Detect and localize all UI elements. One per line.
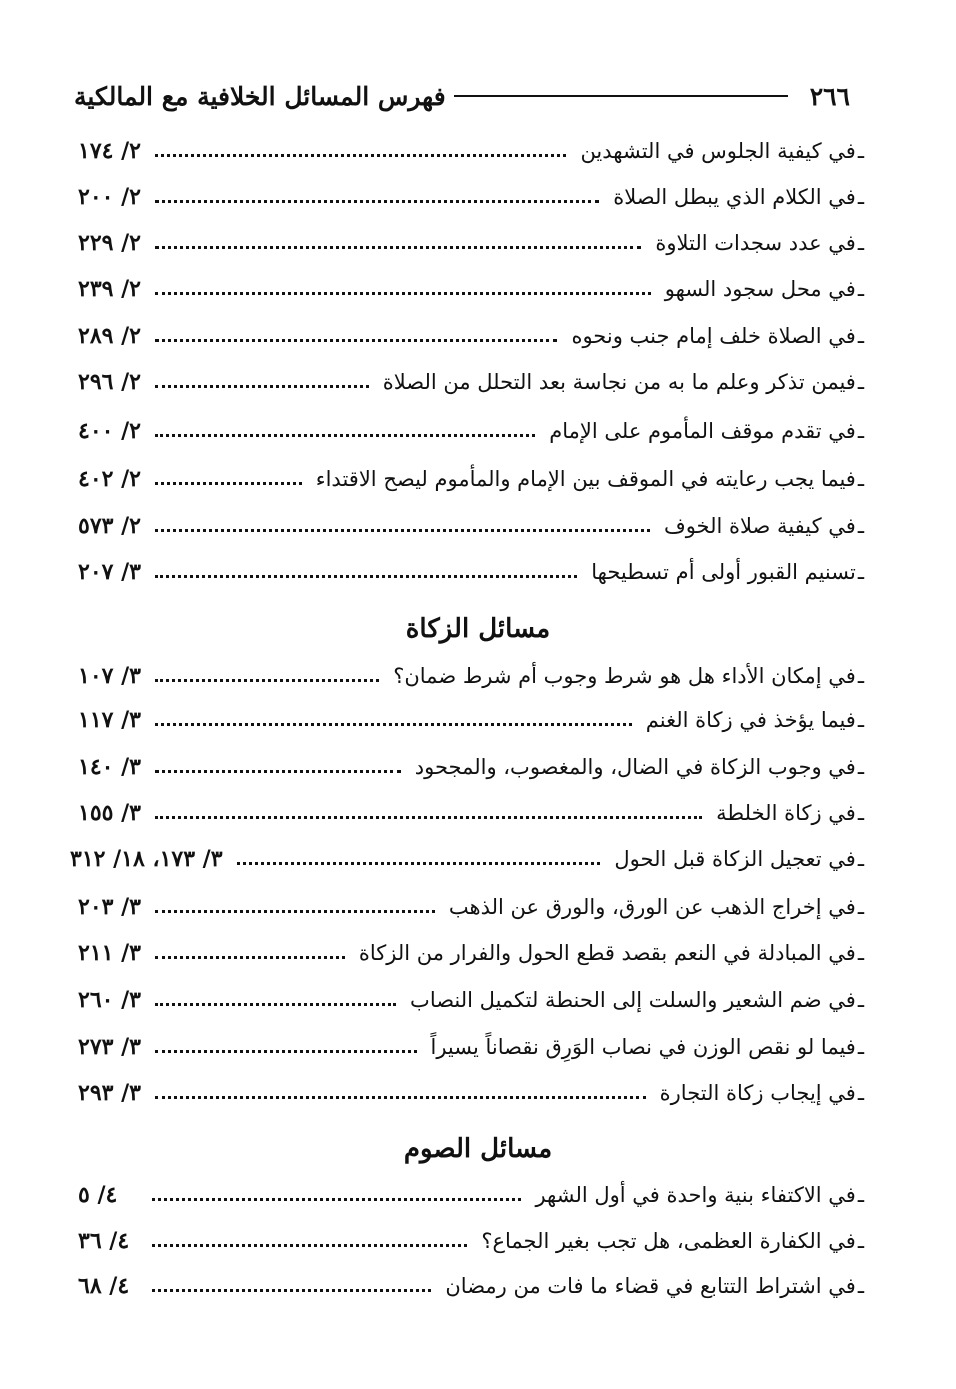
leader-dots — [155, 384, 369, 388]
entry-text: في كيفية الجلوس في التشهدين — [580, 139, 856, 163]
leader-dots — [152, 1197, 521, 1201]
entry-reference: ٣/ ٢٠٣ — [78, 894, 141, 920]
entry-text: في محل سجود السهو — [664, 277, 856, 301]
leader-dots — [155, 433, 535, 437]
index-entry: ـ في زكاة الخلطة ٣/ ١٥٥ — [78, 800, 864, 826]
index-entry: ـ في كيفية الجلوس في التشهدين ٢/ ١٧٤ — [78, 138, 864, 164]
entry-reference: ٤/ ٦٨ — [78, 1273, 130, 1299]
entry-text: في الاكتفاء بنية واحدة في أول الشهر — [535, 1183, 856, 1207]
leader-dots — [237, 861, 601, 865]
index-entry: ـ في وجوب الزكاة في الضال، والمغصوب، والمجحود ٣/ ١٤٠ — [78, 754, 864, 780]
index-entry: ـ فيما يؤخذ في زكاة الغنم ٣/ ١١٧ — [78, 707, 864, 733]
index-entry: ـ في الصلاة خلف إمام جنب ونحوه ٢/ ٢٨٩ — [78, 323, 864, 349]
section-heading-fasting: مسائل الصوم — [403, 1134, 553, 1164]
leader-dots — [155, 338, 557, 342]
index-entry: ـ في الكلام الذي يبطل الصلاة ٢/ ٢٠٠ — [78, 184, 864, 210]
entry-text: في إيجاب زكاة التجارة — [659, 1081, 856, 1105]
leader-dots — [155, 1049, 417, 1053]
index-entry: ـ في إخراج الذهب عن الورق، والورق عن الذهب ٣/ ٢٠٣ — [78, 894, 864, 920]
entry-text: فيما لو نقص الوزن في نصاب الوَرِق نقصاناً يسيراً — [430, 1035, 856, 1059]
leader-dots — [155, 574, 577, 578]
index-entry: ـ في تقدم موقف المأموم على الإمام ٢/ ٤٠٠ — [78, 418, 864, 444]
index-entry: ـ في إمكان الأداء هل هو شرط وجوب أم شرط ضمان؟ ٣/ ١٠٧ — [78, 663, 864, 689]
entry-text: في إخراج الذهب عن الورق، والورق عن الذهب — [448, 895, 856, 919]
index-entry: ـ في اشتراط التتابع في قضاء ما فات من رمضان ٤/ ٦٨ — [78, 1273, 864, 1299]
leader-dots — [155, 199, 599, 203]
entry-reference: ٢/ ٢٢٩ — [78, 230, 141, 256]
index-entry: ـ في الكفارة العظمى، هل تجب بغير الجماع؟ ٤/ ٣٦ — [78, 1228, 864, 1254]
entry-reference: ٢/ ٢٨٩ — [78, 323, 141, 349]
entry-text: في زكاة الخلطة — [716, 801, 856, 825]
leader-dots — [152, 1243, 467, 1247]
entry-text: في كيفية صلاة الخوف — [663, 514, 856, 538]
entry-text: في تقدم موقف المأموم على الإمام — [549, 419, 856, 443]
page-header — [74, 74, 850, 118]
entry-text: في وجوب الزكاة في الضال، والمغصوب، والمجحود — [414, 755, 856, 779]
entry-reference: ٢/ ١٧٤ — [78, 138, 141, 164]
entry-reference: ٢/ ٥٧٣ — [78, 513, 141, 539]
entry-reference: ٣/ ٢٩٣ — [78, 1080, 141, 1106]
leader-dots — [155, 245, 641, 249]
leader-dots — [155, 955, 345, 959]
entry-text: في الكفارة العظمى، هل تجب بغير الجماع؟ — [481, 1229, 856, 1253]
entry-text: فيما يؤخذ في زكاة الغنم — [645, 708, 856, 732]
header-rule — [454, 95, 788, 97]
entry-text: في الصلاة خلف إمام جنب ونحوه — [571, 324, 856, 348]
leader-dots — [155, 481, 302, 485]
entry-reference: ٣/ ٢٦٠ — [78, 987, 141, 1013]
index-entry: ـ في إيجاب زكاة التجارة ٣/ ٢٩٣ — [78, 1080, 864, 1106]
leader-dots — [155, 528, 650, 532]
entry-reference: ٢/ ٢٩٦ — [78, 369, 141, 395]
index-entry: ـ فيما لو نقص الوزن في نصاب الوَرِق نقصاناً يسيراً ٣/ ٢٧٣ — [78, 1034, 864, 1060]
entry-reference: ٢/ ٤٠٠ — [78, 418, 141, 444]
index-entry: ـ في كيفية صلاة الخوف ٢/ ٥٧٣ — [78, 513, 864, 539]
index-entry: ـ في تعجيل الزكاة قبل الحول ٣/ ١٧٣، ١٨/ ٣١٢ — [70, 846, 864, 872]
entry-text: في اشتراط التتابع في قضاء ما فات من رمضان — [445, 1274, 856, 1298]
index-entry: ـ في عدد سجدات التلاوة ٢/ ٢٢٩ — [78, 230, 864, 256]
entry-text: في المبادلة في النعم بقصد قطع الحول والفرار من الزكاة — [358, 941, 856, 965]
index-entry: ـ في المبادلة في النعم بقصد قطع الحول والفرار من الزكاة ٣/ ٢١١ — [78, 940, 864, 966]
leader-dots — [152, 1288, 431, 1292]
entry-reference: ٣/ ١٥٥ — [78, 800, 141, 826]
entry-reference: ٣/ ٢٠٧ — [78, 559, 141, 585]
section-heading-zakat: مسائل الزكاة — [405, 614, 551, 644]
leader-dots — [155, 1002, 396, 1006]
entry-reference: ٣/ ١١٧ — [78, 707, 141, 733]
entry-text: في عدد سجدات التلاوة — [655, 231, 856, 255]
entry-text: فيمن تذكر وعلم ما به من نجاسة بعد التحلل من الصلاة — [382, 370, 856, 394]
running-title: فهرس المسائل الخلافية مع المالكية — [74, 81, 446, 111]
leader-dots — [155, 678, 379, 682]
entry-text: تسنيم القبور أولى أم تسطيحها — [591, 560, 856, 584]
entry-reference: ٢/ ٢٠٠ — [78, 184, 141, 210]
entry-text: فيما يجب رعايته في الموقف بين الإمام والمأموم ليصح الاقتداء — [315, 467, 856, 491]
leader-dots — [155, 153, 566, 157]
page-number: ٢٦٦ — [809, 81, 850, 111]
index-entry: ـ في محل سجود السهو ٢/ ٢٣٩ — [78, 276, 864, 302]
entry-reference: ٤/ ٣٦ — [78, 1228, 130, 1254]
index-entry: ـ فيمن تذكر وعلم ما به من نجاسة بعد التحلل من الصلاة ٢/ ٢٩٦ — [78, 369, 864, 395]
entry-reference: ٢/ ٤٠٢ — [78, 466, 141, 492]
leader-dots — [155, 815, 702, 819]
entry-text: في إمكان الأداء هل هو شرط وجوب أم شرط ضمان؟ — [393, 664, 856, 688]
entry-reference: ٣/ ١٠٧ — [78, 663, 141, 689]
index-entry: ـ تسنيم القبور أولى أم تسطيحها ٣/ ٢٠٧ — [78, 559, 864, 585]
leader-dots — [155, 722, 632, 726]
leader-dots — [155, 769, 401, 773]
entry-reference: ٣/ ١٧٣، ١٨/ ٣١٢ — [70, 846, 223, 872]
entry-text: في ضم الشعير والسلت إلى الحنطة لتكميل النصاب — [410, 988, 856, 1012]
entry-reference: ٢/ ٢٣٩ — [78, 276, 141, 302]
leader-dots — [155, 1095, 646, 1099]
entry-reference: ٣/ ١٤٠ — [78, 754, 141, 780]
leader-dots — [155, 291, 651, 295]
entry-text: في تعجيل الزكاة قبل الحول — [614, 847, 856, 871]
entry-reference: ٤/ ٥ — [78, 1182, 118, 1208]
index-entry: ـ فيما يجب رعايته في الموقف بين الإمام والمأموم ليصح الاقتداء ٢/ ٤٠٢ — [78, 466, 864, 492]
entry-text: في الكلام الذي يبطل الصلاة — [613, 185, 856, 209]
leader-dots — [155, 909, 435, 913]
entry-reference: ٣/ ٢١١ — [78, 940, 141, 966]
entry-reference: ٣/ ٢٧٣ — [78, 1034, 141, 1060]
index-entry: ـ في الاكتفاء بنية واحدة في أول الشهر ٤/ ٥ — [78, 1182, 864, 1208]
index-entry: ـ في ضم الشعير والسلت إلى الحنطة لتكميل النصاب ٣/ ٢٦٠ — [78, 987, 864, 1013]
